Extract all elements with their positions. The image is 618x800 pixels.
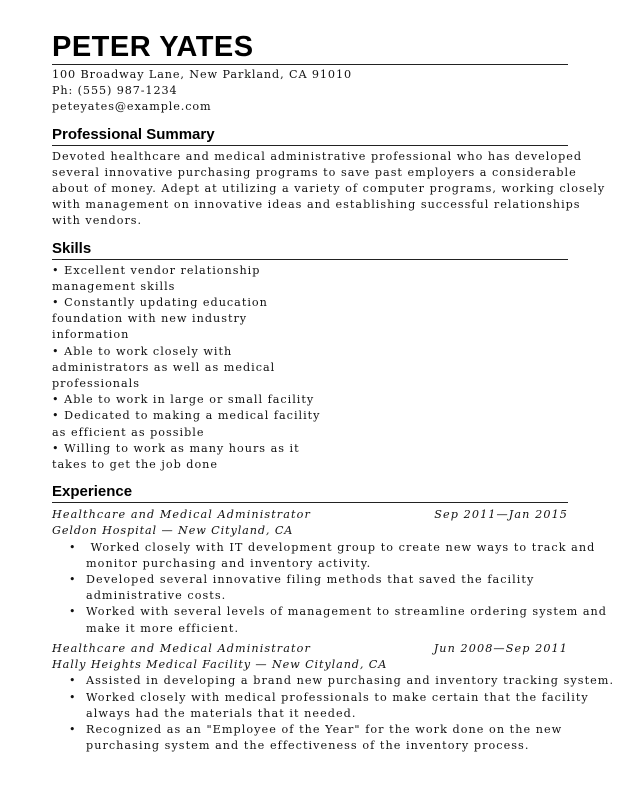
- job-bullet: [52, 540, 596, 572]
- job-title: Healthcare and Medical Administrator: [52, 641, 311, 655]
- contact-block: [52, 67, 568, 116]
- skill-line: as efficient as possible: [52, 425, 205, 439]
- bullet-line: make it more efficient.: [86, 621, 240, 635]
- job-bullets: [52, 673, 615, 754]
- section-title-experience: Experience: [52, 483, 133, 501]
- skill-line: • Dedicated to making a medical facility: [52, 409, 321, 423]
- skill-line: • Constantly updating education: [52, 296, 268, 310]
- address: 100 Broadway Lane, New Parkland, CA 91010: [52, 68, 352, 81]
- job-bullet: [52, 604, 608, 636]
- job-employer: Hally Heights Medical Facility — New Cityland, CA: [52, 658, 388, 672]
- summary-line: with management on innovative ideas and establishing successful relationships: [52, 198, 581, 212]
- summary-line: with vendors.: [52, 214, 143, 228]
- bullet-line: purchasing system and the effectiveness of the inventory process.: [86, 739, 530, 753]
- section-divider: [52, 502, 568, 503]
- bullet-line: • Worked closely with medical professionals to make certain that the facility: [86, 690, 589, 704]
- skill-line: takes to get the job done: [52, 458, 219, 472]
- skill-line: • Able to work in large or small facility: [52, 393, 315, 407]
- bullet-line: • Developed several innovative filing methods that saved the facility: [86, 573, 535, 587]
- skills-list: [52, 263, 321, 474]
- summary-line: Devoted healthcare and medical administrative professional who has developed: [52, 149, 583, 163]
- skills-section: [52, 239, 568, 474]
- bullet-line: • Worked with several levels of management to streamline ordering system and: [86, 605, 608, 619]
- job-header: [52, 507, 568, 523]
- bullet-line: • Worked closely with IT development group to create new ways to track and: [90, 540, 596, 554]
- skill-line: management skills: [52, 279, 176, 293]
- job-entry: [52, 641, 615, 754]
- job-dates: Jun 2008—Sep 2011: [433, 641, 568, 655]
- job-bullet: [52, 722, 568, 754]
- section-title-skills: Skills: [52, 239, 92, 257]
- section-divider: [52, 259, 568, 260]
- summary-line: several innovative purchasing programs to save past employers a considerable: [52, 165, 577, 179]
- section-title-summary: Professional Summary: [52, 125, 215, 143]
- header-divider: [52, 64, 568, 65]
- email: peteyates@example.com: [52, 100, 212, 114]
- section-divider: [52, 145, 568, 146]
- skill-line: • Excellent vendor relationship: [52, 263, 261, 277]
- job-bullets: [52, 540, 608, 637]
- candidate-name: PETER YATES: [52, 31, 254, 63]
- job-header: [52, 641, 568, 657]
- skill-line: • Willing to work as many hours as it: [52, 441, 300, 455]
- bullet-line: monitor purchasing and inventory activity.: [86, 556, 372, 570]
- bullet-line: always had the materials that it needed.: [86, 706, 357, 720]
- job-entry: [52, 507, 608, 637]
- skill-line: administrators as well as medical: [52, 360, 276, 374]
- skill-line: • Able to work closely with: [52, 344, 233, 358]
- skill-line: information: [52, 328, 130, 342]
- job-dates: Sep 2011—Jan 2015: [434, 508, 568, 522]
- summary-line: about of money. Adept at utilizing a variety of computer programs, working closely: [52, 182, 606, 196]
- bullet-line: • Recognized as an "Employee of the Year" for the work done on the new: [86, 722, 563, 736]
- job-bullet: [52, 572, 568, 604]
- bullet-line: administrative costs.: [86, 589, 227, 603]
- experience-section: [52, 482, 615, 754]
- job-title: Healthcare and Medical Administrator: [52, 508, 311, 522]
- skill-line: foundation with new industry: [52, 312, 248, 326]
- bullet-line: • Assisted in developing a brand new purchasing and inventory tracking system.: [86, 674, 615, 688]
- professional-summary-section: [52, 125, 606, 230]
- job-bullet: [52, 673, 615, 689]
- job-employer: Geldon Hospital — New Cityland, CA: [52, 524, 294, 538]
- job-bullet: [52, 690, 589, 722]
- skill-line: professionals: [52, 377, 140, 391]
- phone: Ph: (555) 987-1234: [52, 84, 178, 98]
